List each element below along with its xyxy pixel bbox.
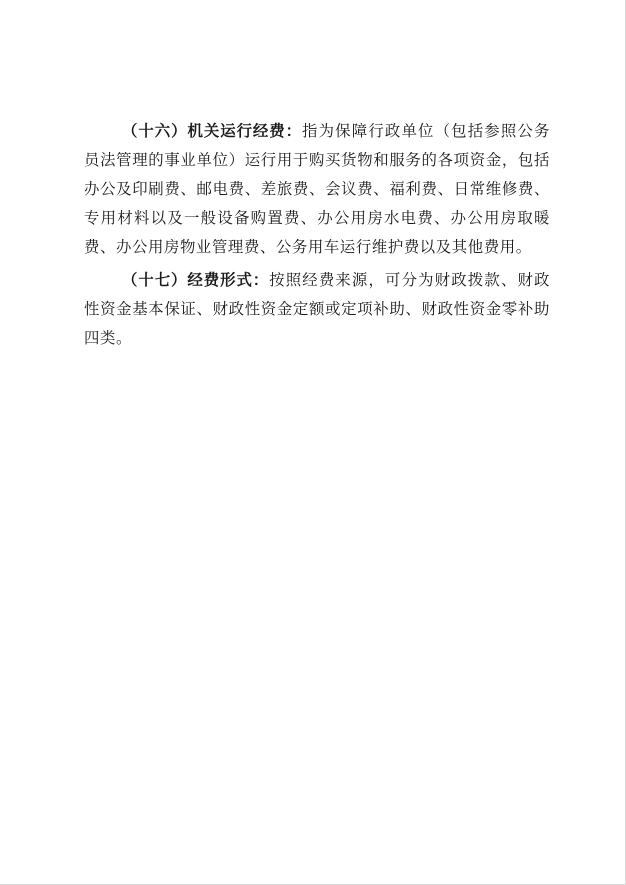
paragraph-item-17 — [84, 266, 550, 353]
paragraph-item-16 — [84, 117, 550, 262]
paragraph-body: 指为保障行政单位（包括参照公务员法管理的事业单位）运行用于购买货物和服务的各项资金，包括办公及印刷费、邮电费、差旅费、会议费、福利费、日常维修费、专用材料以及一般设备购置费、办公用房水电费、办公用房取暖费、办公用房物业管理费、公务用车运行维护费以及其他费用。 — [84, 122, 550, 256]
paragraph-term: 机关运行经费： — [187, 122, 303, 140]
paragraph-number: （十六） — [122, 122, 188, 140]
paragraph-number: （十七） — [122, 271, 188, 289]
paragraph-term: 经费形式： — [187, 271, 270, 289]
paragraph-body: 按照经费来源，可分为财政拨款、财政性资金基本保证、财政性资金定额或定项补助、财政性资金零补助四类。 — [84, 271, 550, 347]
document-body — [84, 117, 550, 357]
